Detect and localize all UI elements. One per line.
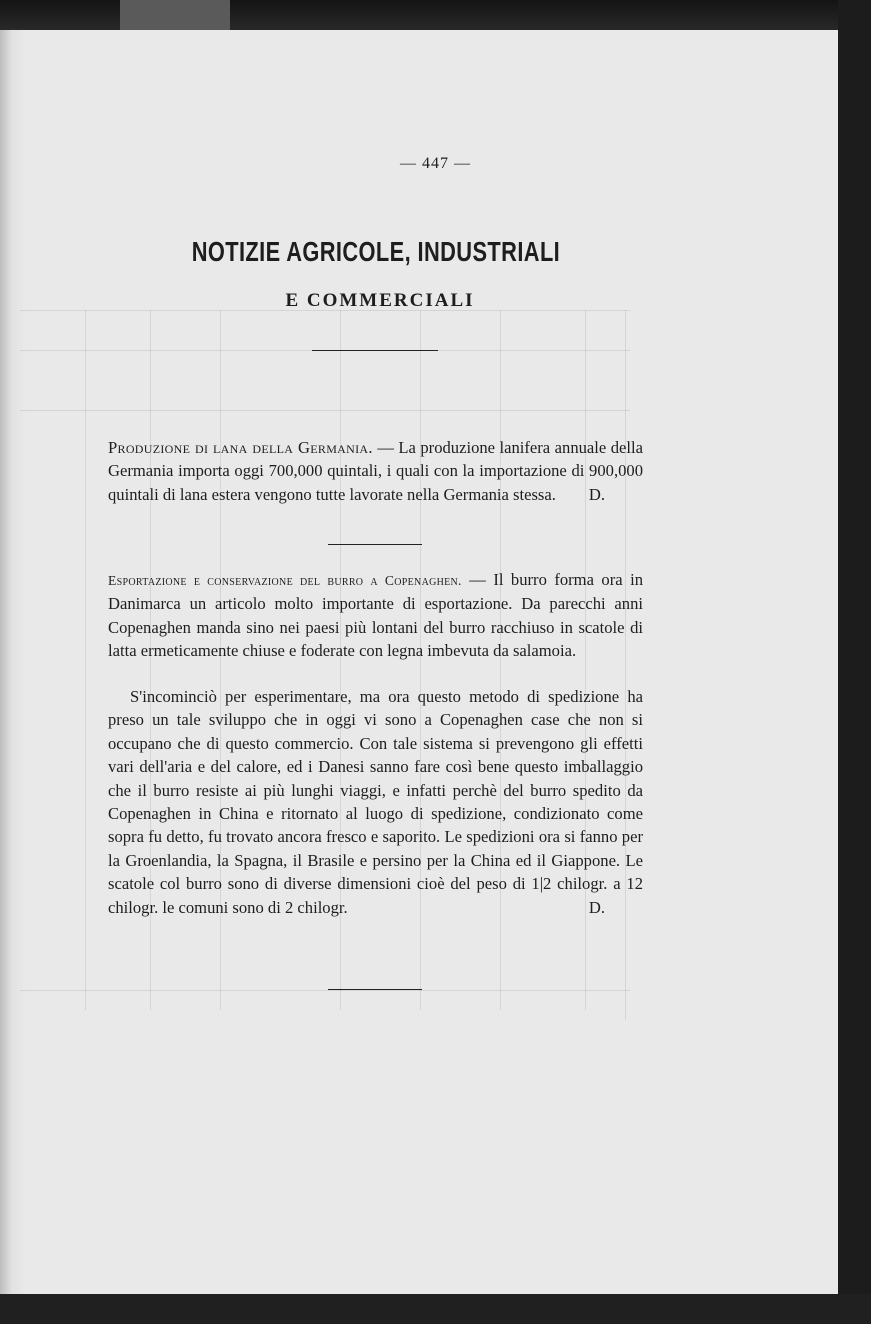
article-heading: Produzione di lana della Germania. bbox=[108, 438, 373, 457]
article-butter-copenhagen bbox=[108, 568, 643, 663]
article-body: S'incominciò per esperimentare, ma ora questo metodo di spedizione ha preso un tale sviluppo che in oggi vi sono a Copenaghen case che non si occupano che di questo commercio. Con tale sistema si prevengono gli effetti vari dell'aria e del calore, ed i Danesi sanno fare così bene questo imballaggio che il burro resiste ai più lunghi viaggi, e infatti perchè del burro spedito da Copenaghen in China e ritornato al luogo di spedizione, condizionato come sopra fu detto, fu trovato ancora fresco e saporito. Le spedizioni ora si fanno per la Groenlandia, la Spagna, il Brasile e persino per la China ed il Giappone. Le scatole col burro sono di diverse dimensioni cioè del peso di 1|2 chilogr. a 12 chilogr. le comuni sono di 2 chilogr. bbox=[108, 687, 643, 917]
page-left-edge bbox=[0, 30, 12, 1296]
article-signature: D. bbox=[588, 484, 605, 504]
article-body: — Il burro forma ora in Danimarca un articolo molto importante di esportazione. Da parecchi anni Copenaghen manda sino nei paesi più lontani del burro racchiuso in scatole di latta ermeticamente chiuse e foderate con legna imbevuta da salamoia. bbox=[108, 570, 643, 661]
scan-bottom-edge bbox=[0, 1294, 871, 1324]
closing-rule bbox=[328, 989, 422, 990]
article-signature: D. bbox=[588, 897, 605, 917]
article-separator bbox=[328, 544, 422, 545]
scan-top-edge bbox=[0, 0, 871, 32]
article-wool-germany bbox=[108, 436, 643, 506]
article-body: — La produzione lanifera annuale della Germania importa oggi 700,000 quintali, i quali con la importazione di 900,000 quintali di lana estera vengono tutte lavorate nella Germania stessa. bbox=[108, 438, 643, 504]
page-number: — 447 — bbox=[400, 155, 471, 172]
section-title: NOTIZIE AGRICOLE, INDUSTRIALI bbox=[191, 236, 561, 267]
section-subtitle: E COMMERCIALI bbox=[285, 290, 475, 311]
book-page bbox=[4, 30, 840, 1296]
article-heading: Esportazione e conservazione del burro a Copenaghen. bbox=[108, 573, 462, 588]
scan-right-edge bbox=[838, 0, 871, 1324]
article-butter-copenhagen-continued bbox=[108, 685, 643, 919]
title-rule bbox=[312, 350, 438, 351]
